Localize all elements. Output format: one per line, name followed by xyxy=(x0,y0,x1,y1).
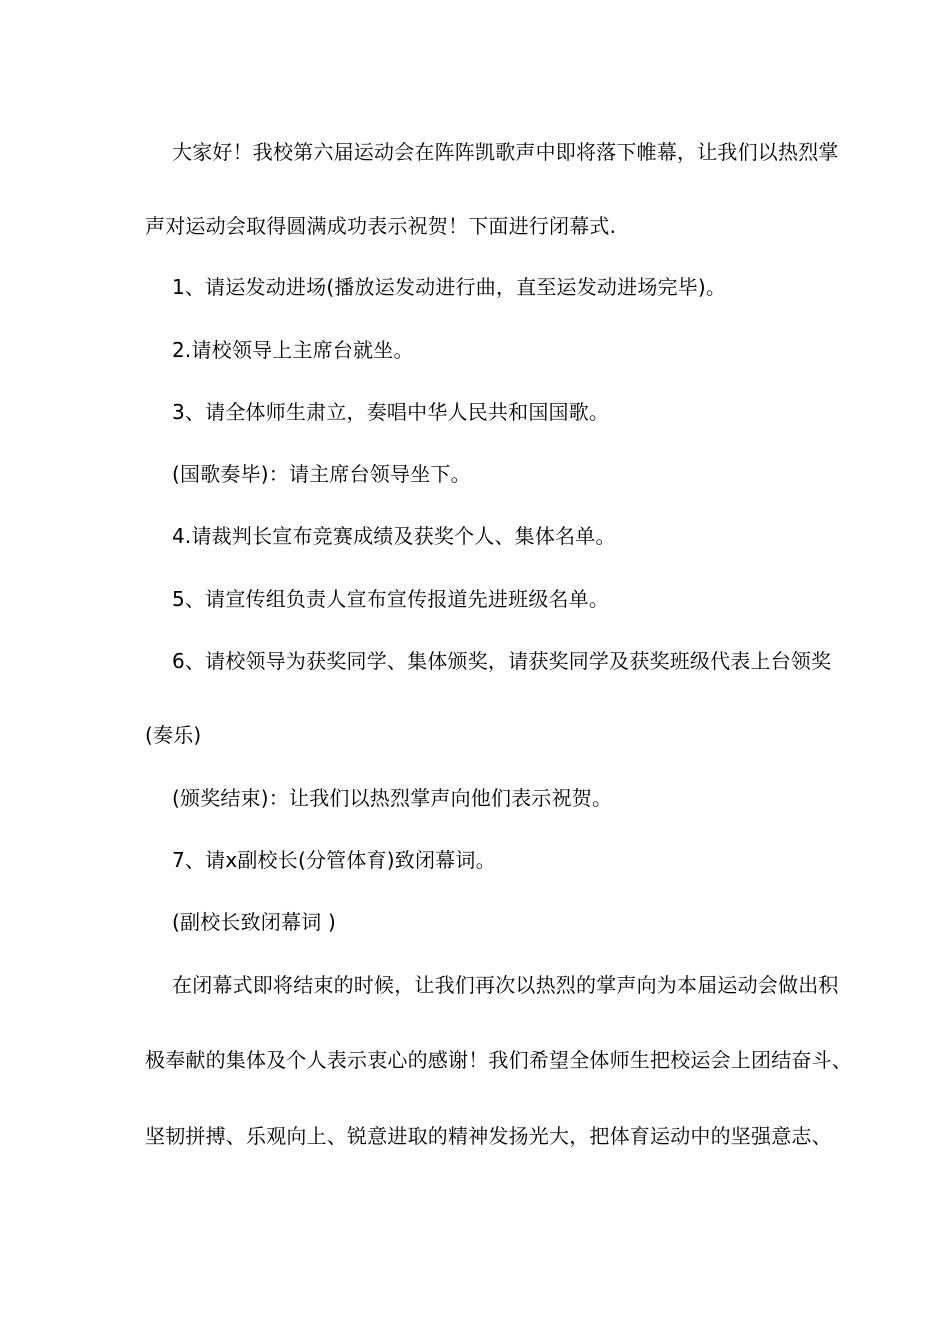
list-item-6: 6、请校领导为获奖同学、集体颁奖，请获奖同学及获奖班级代表上台领奖 xyxy=(172,649,832,673)
paragraph-line: 大家好！我校第六届运动会在阵阵凯歌声中即将落下帷幕，让我们以热烈掌 xyxy=(172,140,839,164)
list-item-2: 2.请校领导上主席台就坐。 xyxy=(172,338,414,362)
stage-direction: (国歌奏毕)：请主席台领导坐下。 xyxy=(172,462,471,486)
stage-direction: (奏乐) xyxy=(145,723,202,747)
stage-direction: (颁奖结束)：让我们以热烈掌声向他们表示祝贺。 xyxy=(172,786,613,810)
paragraph-line: 极奉献的集体及个人表示衷心的感谢！我们希望全体师生把校运会上团结奋斗、 xyxy=(145,1048,852,1072)
paragraph-line: 在闭幕式即将结束的时候，让我们再次以热烈的掌声向为本届运动会做出积 xyxy=(172,973,839,997)
list-item-1: 1、请运发动进场(播放运发动进行曲，直至运发动进场完毕)。 xyxy=(172,275,727,299)
list-item-4: 4.请裁判长宣布竞赛成绩及获奖个人、集体名单。 xyxy=(172,524,616,548)
stage-direction: (副校长致闭幕词 ) xyxy=(172,910,336,934)
list-item-5: 5、请宣传组负责人宣布宣传报道先进班级名单。 xyxy=(172,587,610,611)
paragraph-line: 声对运动会取得圆满成功表示祝贺！下面进行闭幕式. xyxy=(145,214,617,238)
paragraph-line: 坚韧拼搏、乐观向上、锐意进取的精神发扬光大，把体育运动中的坚强意志、 xyxy=(145,1124,832,1148)
list-item-7: 7、请x副校长(分管体育)致闭幕词。 xyxy=(172,848,496,872)
list-item-3: 3、请全体师生肃立，奏唱中华人民共和国国歌。 xyxy=(172,400,610,424)
